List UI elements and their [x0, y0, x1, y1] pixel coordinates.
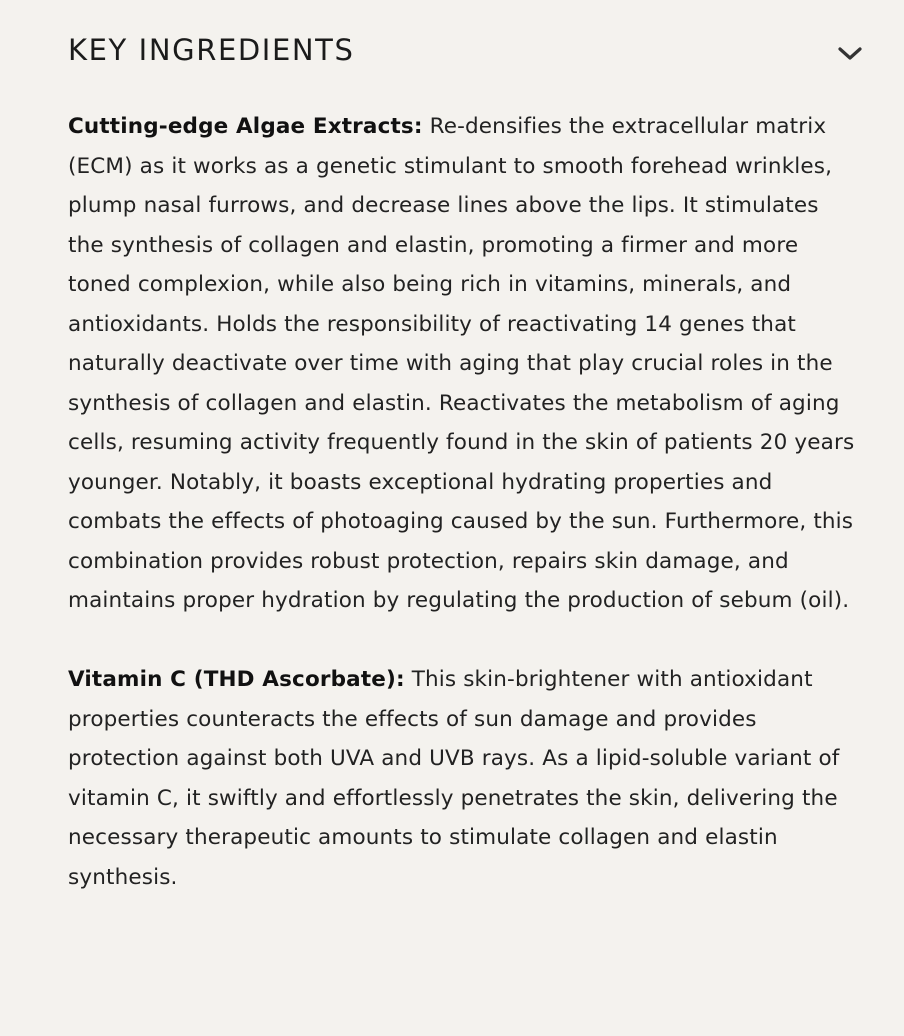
accordion-header[interactable] [68, 0, 868, 100]
chevron-down-icon[interactable] [836, 44, 864, 64]
ingredient-paragraph [68, 107, 858, 621]
ingredient-paragraph [68, 660, 858, 897]
ingredient-description: This skin-brightener with antioxidant properties counteracts the effects of sun damage and provides protection against both UVA and UVB rays. As a lipid-soluble variant of vitamin C, it swiftly and effortlessly penetrates the skin, delivering the necessary therapeutic amounts to stimulate collagen and elastin synthesis. [68, 667, 840, 890]
ingredient-name: Cutting-edge Algae Extracts: [68, 114, 423, 139]
ingredient-description: Re-densifies the extracellular matrix (ECM) as it works as a genetic stimulant to smooth forehead wrinkles, plump nasal furrows, and decrease lines above the lips. It stimulates the synthesis of collagen and elastin, promoting a firmer and more toned complexion, while also being rich in vitamins, minerals, and antioxidants. Holds the responsibility of reactivating 14 genes that naturally deactivate over time with aging that play crucial roles in the synthesis of collagen and elastin. Reactivates the metabolism of aging cells, resuming activity frequently found in the skin of patients 20 years younger. Notably, it boasts exceptional hydrating properties and combats the effects of photoaging caused by the sun. Furthermore, this combination provides robust protection, repairs skin damage, and maintains proper hydration by regulating the production of sebum (oil). [68, 114, 855, 613]
key-ingredients-accordion [68, 0, 868, 890]
section-title: KEY INGREDIENTS [68, 33, 355, 67]
ingredient-name: Vitamin C (THD Ascorbate): [68, 667, 405, 692]
accordion-body [68, 107, 858, 937]
